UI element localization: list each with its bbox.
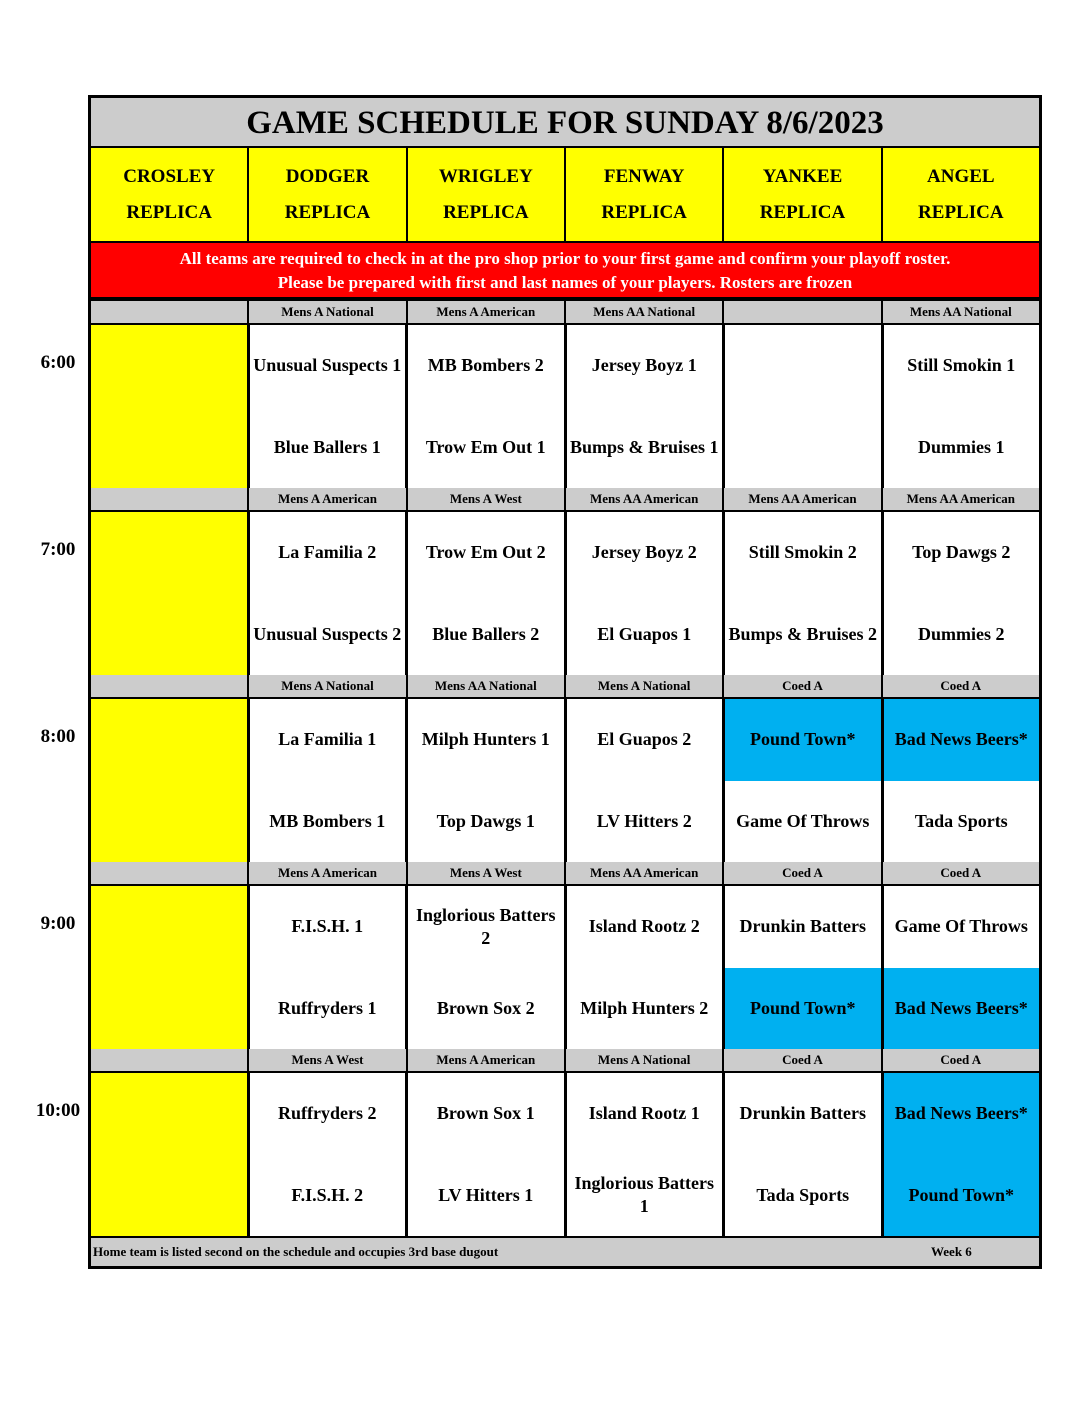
- game-cell: [250, 1073, 409, 1236]
- game-cell: [884, 699, 1040, 862]
- away-team: Jersey Boyz 1: [567, 325, 723, 407]
- away-team: Milph Hunters 1: [408, 699, 564, 781]
- field-header: [566, 148, 724, 241]
- field-name: ANGEL: [927, 165, 995, 187]
- away-team: [725, 325, 881, 407]
- footer-bar: [91, 1238, 1039, 1266]
- division-label: Coed A: [940, 678, 982, 693]
- away-team: Trow Em Out 2: [408, 512, 564, 594]
- division-row: [91, 675, 1039, 699]
- unused-field-cell: [91, 325, 250, 488]
- time-label: 8:00: [40, 726, 76, 747]
- game-cell: [725, 886, 884, 1049]
- away-team: Bad News Beers*: [884, 699, 1040, 781]
- division-label: Mens AA American: [566, 862, 724, 884]
- home-team: Dummies 2: [884, 594, 1040, 676]
- division-label: Mens AA National: [408, 675, 566, 697]
- week-label: Week 6: [931, 1244, 972, 1259]
- away-team: Top Dawgs 2: [884, 512, 1040, 594]
- division-label: Mens A National: [566, 1049, 724, 1071]
- field-sub: REPLICA: [918, 201, 1004, 223]
- division-label: Coed A: [724, 862, 882, 884]
- games-row: [91, 886, 1039, 1052]
- game-cell: [884, 325, 1040, 488]
- game-cell: [725, 1073, 884, 1236]
- field-header: [249, 148, 407, 241]
- home-team: Inglorious Batters 1: [567, 1155, 723, 1237]
- away-team: Ruffryders 2: [250, 1073, 406, 1155]
- home-team: MB Bombers 1: [250, 781, 406, 863]
- game-cell: [725, 699, 884, 862]
- game-cell: [884, 886, 1040, 1049]
- division-label: [91, 675, 249, 697]
- game-cell: [408, 325, 567, 488]
- field-name: DODGER: [285, 165, 370, 187]
- away-team: Still Smokin 2: [725, 512, 881, 594]
- division-label: [91, 301, 249, 323]
- division-label: Mens A National: [249, 301, 407, 323]
- notice-banner: [91, 243, 1039, 299]
- field-sub: REPLICA: [443, 201, 529, 223]
- away-team: F.I.S.H. 1: [250, 886, 406, 968]
- game-cell: [567, 886, 726, 1049]
- division-label: Mens A West: [249, 1049, 407, 1071]
- division-label: Mens AA American: [906, 491, 1015, 506]
- division-row: [91, 488, 1039, 512]
- game-cell: [250, 512, 409, 675]
- unused-field-cell: [91, 512, 250, 675]
- division-label: Mens AA American: [724, 488, 882, 510]
- home-team: Brown Sox 2: [408, 968, 564, 1050]
- away-team: Island Rootz 2: [567, 886, 723, 968]
- division-label: [91, 1049, 249, 1071]
- home-team: Tada Sports: [884, 781, 1040, 863]
- division-label: Mens A American: [408, 1049, 566, 1071]
- home-team: Unusual Suspects 2: [250, 594, 406, 676]
- division-label: Mens A National: [566, 675, 724, 697]
- home-team: LV Hitters 1: [408, 1155, 564, 1237]
- game-cell: [250, 325, 409, 488]
- away-team: Drunkin Batters: [725, 886, 881, 968]
- division-label: Coed A: [940, 865, 982, 880]
- home-team: Dummies 1: [884, 407, 1040, 489]
- home-team: [725, 407, 881, 489]
- game-cell: [408, 699, 567, 862]
- games-row: [91, 512, 1039, 678]
- home-team: Milph Hunters 2: [567, 968, 723, 1050]
- division-label: Mens A National: [249, 675, 407, 697]
- game-cell: [408, 512, 567, 675]
- field-header: [724, 148, 882, 241]
- games-row: [91, 325, 1039, 491]
- home-team: Blue Ballers 2: [408, 594, 564, 676]
- away-team: MB Bombers 2: [408, 325, 564, 407]
- division-label: Mens A American: [249, 862, 407, 884]
- field-sub: REPLICA: [759, 201, 846, 223]
- unused-field-cell: [91, 886, 250, 1049]
- away-team: Brown Sox 1: [408, 1073, 564, 1155]
- field-header: [408, 148, 566, 241]
- game-cell: [884, 512, 1040, 675]
- unused-field-cell: [91, 699, 250, 862]
- home-team: F.I.S.H. 2: [250, 1155, 406, 1237]
- field-sub: REPLICA: [601, 201, 687, 223]
- game-cell: [725, 512, 884, 675]
- away-team: Inglorious Batters 2: [408, 886, 564, 968]
- away-team: Still Smokin 1: [884, 325, 1040, 407]
- division-label: Mens A American: [408, 301, 566, 323]
- division-label: Mens A American: [249, 488, 407, 510]
- field-name: WRIGLEY: [438, 165, 533, 187]
- division-row: [91, 862, 1039, 886]
- division-label: Mens AA National: [909, 304, 1012, 319]
- home-team: Tada Sports: [725, 1155, 881, 1237]
- home-team: Pound Town*: [725, 968, 881, 1050]
- time-label: 7:00: [40, 539, 76, 560]
- division-label: Mens AA American: [566, 488, 724, 510]
- division-label: [91, 862, 249, 884]
- home-team: El Guapos 1: [567, 594, 723, 676]
- game-cell: [725, 325, 884, 488]
- division-label: [724, 301, 882, 323]
- away-team: La Familia 1: [250, 699, 406, 781]
- division-row: [91, 1049, 1039, 1073]
- game-cell: [567, 1073, 726, 1236]
- field-header: [883, 148, 1039, 241]
- page-title: GAME SCHEDULE FOR SUNDAY 8/6/2023: [91, 98, 1039, 148]
- away-team: Drunkin Batters: [725, 1073, 881, 1155]
- division-label: Coed A: [940, 1052, 982, 1067]
- field-name: CROSLEY: [123, 165, 216, 187]
- game-cell: [567, 512, 726, 675]
- field-name: FENWAY: [603, 165, 685, 187]
- game-cell: [408, 1073, 567, 1236]
- away-team: La Familia 2: [250, 512, 406, 594]
- away-team: Pound Town*: [725, 699, 881, 781]
- field-sub: REPLICA: [126, 201, 212, 223]
- division-label: Mens AA National: [566, 301, 724, 323]
- home-team: Bumps & Bruises 1: [567, 407, 723, 489]
- home-team: Pound Town*: [884, 1155, 1040, 1237]
- division-label: Coed A: [724, 675, 882, 697]
- field-name: YANKEE: [762, 165, 843, 187]
- field-header: [91, 148, 249, 241]
- games-row: [91, 699, 1039, 865]
- division-label: Mens A West: [408, 862, 566, 884]
- field-header-row: [91, 148, 1039, 243]
- away-team: El Guapos 2: [567, 699, 723, 781]
- division-label: Coed A: [724, 1049, 882, 1071]
- game-cell: [884, 1073, 1040, 1236]
- away-team: Jersey Boyz 2: [567, 512, 723, 594]
- home-team: Top Dawgs 1: [408, 781, 564, 863]
- away-team: Bad News Beers*: [884, 1073, 1040, 1155]
- field-sub: REPLICA: [284, 201, 371, 223]
- time-label: 10:00: [35, 1100, 81, 1121]
- time-column: [0, 0, 88, 1408]
- home-team: Trow Em Out 1: [408, 407, 564, 489]
- away-team: Island Rootz 1: [567, 1073, 723, 1155]
- game-cell: [408, 886, 567, 1049]
- game-cell: [567, 699, 726, 862]
- unused-field-cell: [91, 1073, 250, 1236]
- games-row: [91, 1073, 1039, 1239]
- home-team: Blue Ballers 1: [250, 407, 406, 489]
- time-label: 9:00: [40, 913, 76, 934]
- game-cell: [250, 699, 409, 862]
- time-label: 6:00: [40, 352, 76, 373]
- schedule-table: [88, 95, 1042, 1269]
- home-team: Bad News Beers*: [884, 968, 1040, 1050]
- away-team: Unusual Suspects 1: [250, 325, 406, 407]
- home-team: Ruffryders 1: [250, 968, 406, 1050]
- game-cell: [567, 325, 726, 488]
- game-cell: [250, 886, 409, 1049]
- notice-line: Please be prepared with first and last names of your players. Rosters are frozen: [277, 273, 853, 292]
- division-label: Mens A West: [408, 488, 566, 510]
- division-row: [91, 301, 1039, 325]
- home-team: Game Of Throws: [725, 781, 881, 863]
- home-team: LV Hitters 2: [567, 781, 723, 863]
- footer-note: Home team is listed second on the schedule and occupies 3rd base dugout: [93, 1244, 499, 1259]
- away-team: Game Of Throws: [884, 886, 1040, 968]
- home-team: Bumps & Bruises 2: [725, 594, 881, 676]
- division-label: [91, 488, 249, 510]
- notice-line: All teams are required to check in at the pro shop prior to your first game and confirm your playoff roster.: [179, 249, 951, 268]
